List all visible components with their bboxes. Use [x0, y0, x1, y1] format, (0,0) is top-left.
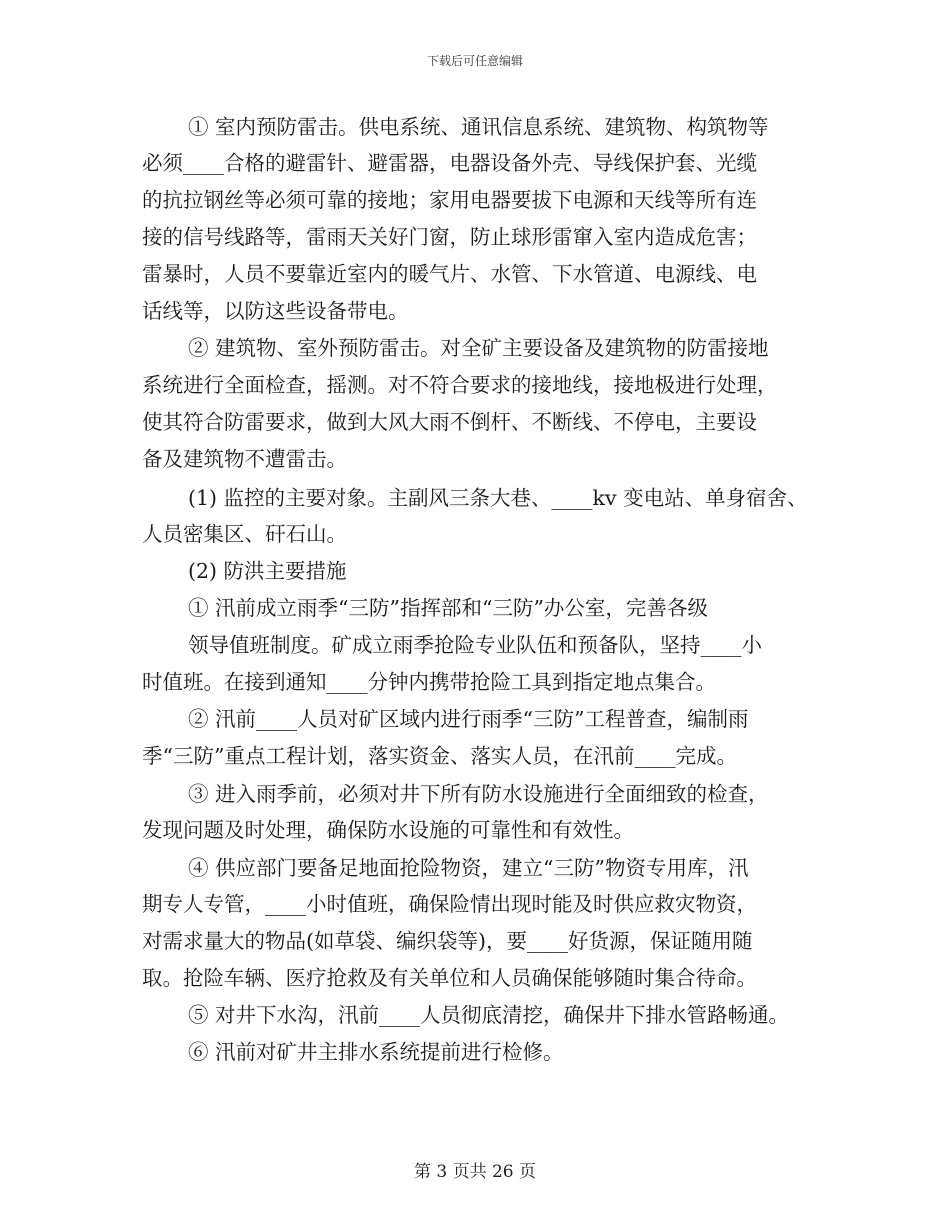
page-footer: 第 3 页共 26 页 — [413, 1162, 537, 1182]
paragraph-line: ① 汛前成立雨季“三防”指挥部和“三防”办公室，完善各级 — [188, 596, 708, 620]
paragraph-line: (2) 防洪主要措施 — [188, 559, 347, 583]
paragraph-line: 使其符合防雷要求，做到大风大雨不倒杆、不断线、不停电，主要设 — [142, 410, 757, 434]
paragraph-line: 备及建筑物不遭雷击。 — [142, 447, 347, 471]
paragraph-line: 对需求量大的物品(如草袋、编织袋等)，要____好货源，保证随用随 — [142, 929, 753, 953]
paragraph-line: ⑥ 汛前对矿井主排水系统提前进行检修。 — [188, 1040, 564, 1064]
paragraph-line: (1) 监控的主要对象。主副风三条大巷、____kv 变电站、单身宿舍、 — [188, 486, 808, 510]
paragraph-line: 期专人专管，____小时值班，确保险情出现时能及时供应救灾物资， — [142, 892, 757, 916]
paragraph-line: ④ 供应部门要备足地面抢险物资，建立“三防”物资专用库，汛 — [188, 856, 749, 880]
paragraph-line: ⑤ 对井下水沟，汛前____人员彻底清挖，确保井下排水管路畅通。 — [188, 1003, 790, 1027]
paragraph-line: 雷暴时，人员不要靠近室内的暖气片、水管、下水管道、电源线、电 — [142, 262, 757, 286]
paragraph-line: 必须____合格的避雷针、避雷器，电器设备外壳、导线保护套、光缆 — [142, 151, 757, 175]
paragraph-line: 的抗拉钢丝等必须可靠的接地；家用电器要拔下电源和天线等所有连 — [142, 188, 757, 212]
paragraph-line: 话线等，以防这些设备带电。 — [142, 299, 409, 323]
paragraph-line: 取。抢险车辆、医疗抢救及有关单位和人员确保能够随时集合待命。 — [142, 966, 757, 990]
paragraph-line: 领导值班制度。矿成立雨季抢险专业队伍和预备队，坚持____小 — [188, 633, 762, 657]
paragraph-line: 时值班。在接到通知____分钟内携带抢险工具到指定地点集合。 — [142, 670, 716, 694]
paragraph-line: 发现问题及时处理，确保防水设施的可靠性和有效性。 — [142, 818, 634, 842]
paragraph-line: 人员密集区、矸石山。 — [142, 522, 347, 546]
paragraph-line: 系统进行全面检查，摇测。对不符合要求的接地线，接地极进行处理， — [142, 373, 778, 397]
paragraph-line: ① 室内预防雷击。供电系统、通讯信息系统、建筑物、构筑物等 — [188, 115, 769, 139]
paragraph-line: ③ 进入雨季前，必须对井下所有防水设施进行全面细致的检查， — [188, 782, 769, 806]
paragraph-line: 季“三防”重点工程计划，落实资金、落实人员，在汛前____完成。 — [142, 744, 737, 768]
page-header: 下载后可任意编辑 — [426, 54, 523, 68]
paragraph-line: ② 汛前____人员对矿区域内进行雨季“三防”工程普查，编制雨 — [188, 707, 749, 731]
paragraph-line: ② 建筑物、室外预防雷击。对全矿主要设备及建筑物的防雷接地 — [188, 336, 769, 360]
paragraph-line: 接的信号线路等，雷雨天关好门窗，防止球形雷窜入室内造成危害； — [142, 225, 757, 249]
